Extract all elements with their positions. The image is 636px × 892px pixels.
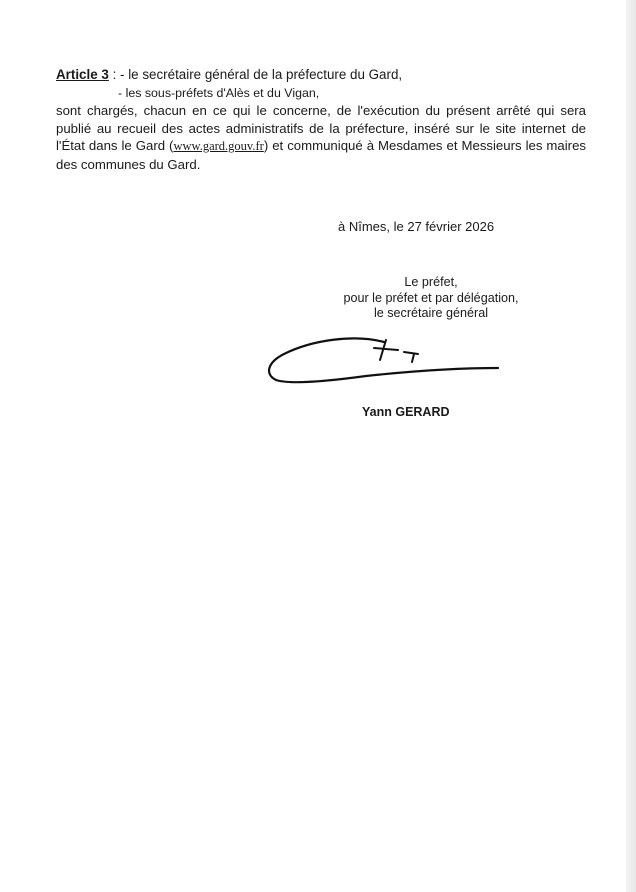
place-and-date: à Nîmes, le 27 février 2026 [338, 219, 495, 234]
article-3-first-line [56, 66, 586, 84]
handwritten-signature [262, 330, 506, 392]
signature-role: le secrétaire général [373, 306, 489, 320]
article-3-paragraph-part-1: sont chargés, chacun en ce qui le concerne, de l'exécution du présent arrêté qui sera publié au recueil des actes administratifs de la préfecture, inséré sur le site internet de l'État dans le Gard ( [56, 103, 586, 153]
article-3 [56, 66, 586, 173]
signature-delegation: pour le préfet et par délégation, [343, 290, 519, 305]
article-3-label-suffix: : [108, 67, 117, 82]
signature-block [320, 275, 542, 322]
page-edge-shadow [626, 0, 636, 892]
signature-title: Le préfet, [404, 275, 458, 289]
signature-tail-stroke [404, 352, 418, 362]
signer-name: Yann GERARD [362, 405, 450, 419]
signature-cross-stroke [374, 340, 398, 360]
prefecture-website-link[interactable]: www.gard.gouv.fr [173, 139, 264, 153]
article-3-label: Article 3 [56, 67, 109, 82]
article-3-line-1: - le secrétaire général de la préfecture du Gard, [116, 67, 403, 82]
article-3-paragraph-part-2: ) et communiqué à Mesdames et Messieurs les maires des communes du Gard. [56, 138, 586, 172]
article-3-line-2: - les sous-préfets d'Alès et du Vigan, [118, 86, 320, 100]
article-3-paragraph [56, 102, 586, 173]
